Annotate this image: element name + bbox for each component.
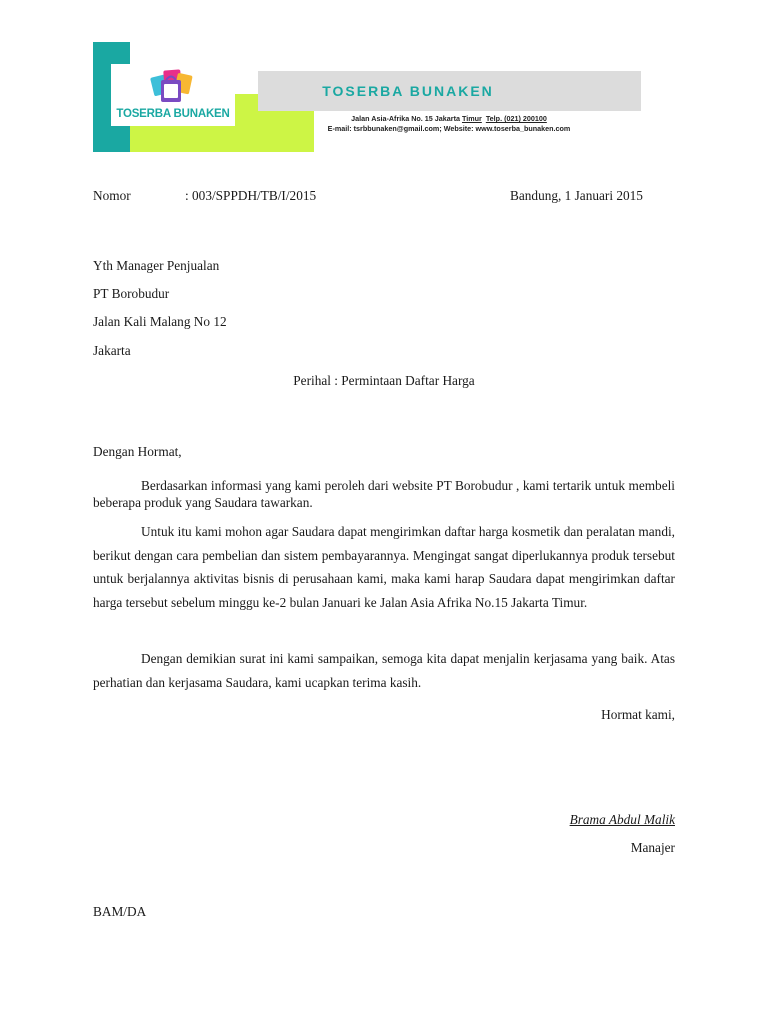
shopping-bags-icon [149,67,199,105]
place-date: Bandung, 1 Januari 2015 [510,188,643,203]
company-address-area: Timur [461,114,482,123]
body-paragraph-3: Dengan demikian surat ini kami sampaikan, semoga kita dapat menjalin kerjasama yang baik. Atas perhatian dan kerjasama Saudara, kami ucapkan terima kasih. [93,651,675,690]
reference-initials: BAM/DA [93,904,147,919]
greeting: Dengan Hormat, [93,444,182,459]
company-logo [111,64,235,126]
letterhead [93,42,641,154]
nomor-value: : 003/SPPDH/TB/I/2015 [185,188,317,203]
letterhead-contact [289,114,609,134]
company-name: TOSERBA BUNAKEN [322,83,494,99]
nomor-label: Nomor [93,188,131,203]
body-paragraph-2: Untuk itu kami mohon agar Saudara dapat mengirimkan daftar harga kosmetik dan peralatan mandi, berikut dengan cara pembelian dan sistem pembayarannya. Mengingat sangat diperlukannya produk tersebut untuk berjalannya aktivitas bisnis di perusahaan kami, maka kami harap Saudara dapat mengirimkan daftar harga tersebut sebelum minggu ke-2 bulan Januari ke Jalan Asia Afrika No.15 Jakarta Timur. [93,524,675,610]
recipient-line-2: PT Borobudur [93,286,170,301]
recipient-line-1: Yth Manager Penjualan [93,258,220,273]
subject-line: Perihal : Permintaan Daftar Harga [293,373,475,388]
recipient-line-3: Jalan Kali Malang No 12 [93,314,227,329]
closing: Hormat kami, [601,707,675,722]
letterhead-title-band [258,71,641,111]
logo-text: TOSERBA BUNAKEN [116,108,230,120]
recipient-line-4: Jakarta [93,343,131,358]
signature-title: Manajer [630,840,675,855]
body-paragraph-1: Berdasarkan informasi yang kami peroleh dari website PT Borobudur , kami tertarik untuk membeli beberapa produk yang Saudara tawarkan. [93,478,675,510]
company-phone: Telp. (021) 200100 [485,114,547,123]
company-email-website: E-mail: tsrbbunaken@gmail.com; Website: www.toserba_bunaken.com [327,124,571,133]
signature-name: Brama Abdul Malik [569,812,675,827]
company-address: Jalan Asia-Afrika No. 15 Jakarta [351,114,460,123]
